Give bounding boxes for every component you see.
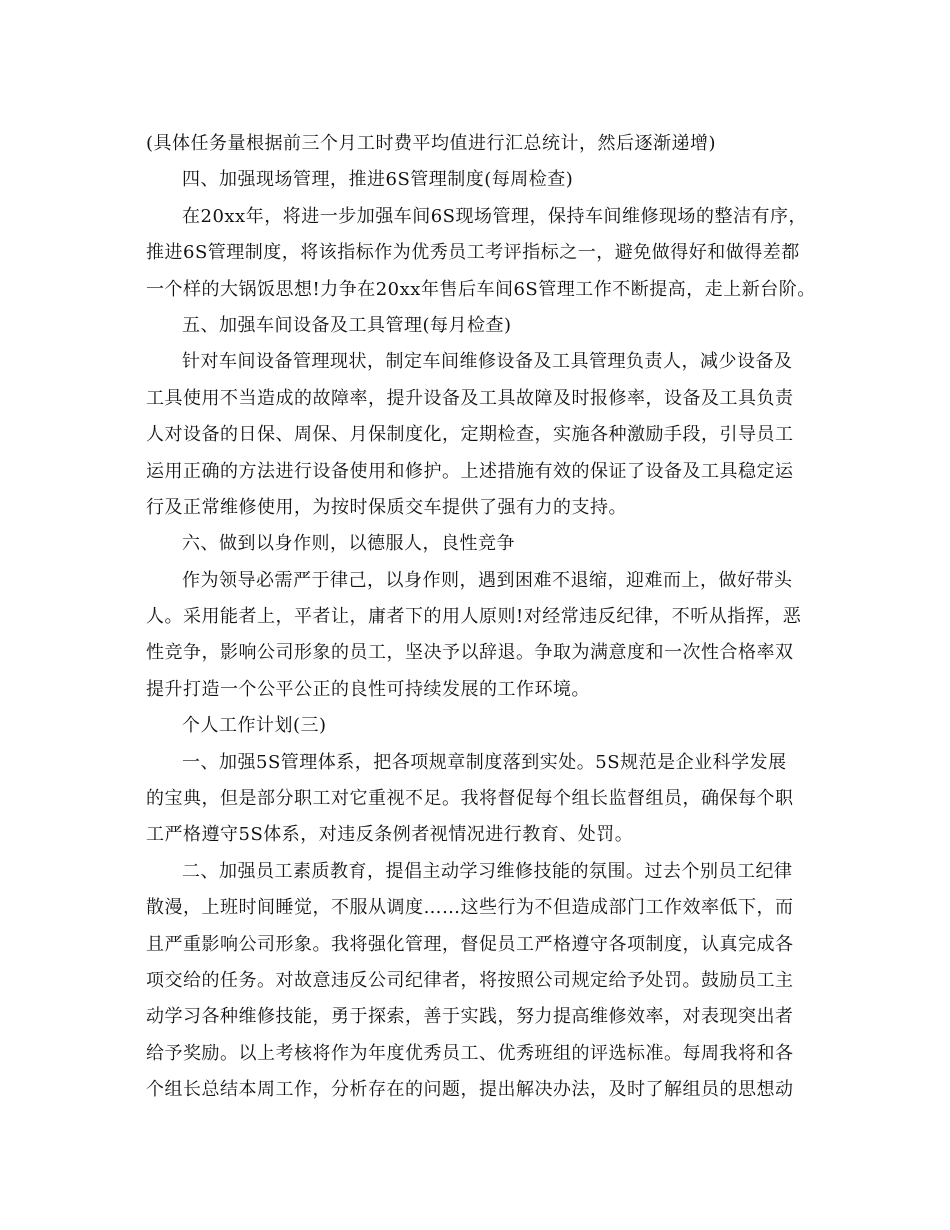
text-line: 行及正常维修使用，为按时保质交车提供了强有力的支持。 bbox=[146, 496, 627, 518]
text-line: 针对车间设备管理现状，制定车间维修设备及工具管理负责人，减少设备及 bbox=[182, 351, 793, 373]
text-line: 五、加强车间设备及工具管理(每月检查) bbox=[182, 314, 512, 336]
document-body bbox=[146, 126, 822, 1109]
text-line: 一个样的大锅饭思想!力争在20xx年售后车间6S管理工作不断提高，走上新台阶。 bbox=[146, 278, 816, 300]
text-line: 一、加强5S管理体系，把各项规章制度落到实处。5S规范是企业科学发展 bbox=[182, 751, 787, 773]
text-line: 作为领导必需严于律己，以身作则，遇到困难不退缩，迎难而上，做好带头 bbox=[182, 569, 793, 591]
text-line: 给予奖励。以上考核将作为年度优秀员工、优秀班组的评选标准。每周我将和各 bbox=[146, 1042, 794, 1064]
text-line: 二、加强员工素质教育，提倡主动学习维修技能的氛围。过去个别员工纪律 bbox=[182, 860, 793, 882]
text-line: 六、做到以身作则，以德服人，良性竞争 bbox=[182, 533, 515, 555]
text-line: 推进6S管理制度，将该指标作为优秀员工考评指标之一，避免做得好和做得差都 bbox=[146, 242, 800, 264]
text-line: 人。采用能者上，平者让，庸者下的用人原则!对经常违反纪律，不听从指挥，恶 bbox=[146, 606, 802, 628]
text-line: 在20xx年，将进一步加强车间6S现场管理，保持车间维修现场的整洁有序， bbox=[182, 205, 807, 227]
text-line: 四、加强现场管理，推进6S管理制度(每周检查) bbox=[182, 169, 574, 191]
text-line: 工严格遵守5S体系，对违反条例者视情况进行教育、处罚。 bbox=[146, 824, 634, 846]
text-line: 人对设备的日保、周保、月保制度化，定期检查，实施各种激励手段，引导员工 bbox=[146, 424, 794, 446]
text-line: 动学习各种维修技能，勇于探索，善于实践，努力提高维修效率，对表现突出者 bbox=[146, 1006, 794, 1028]
text-line: 个人工作计划(三) bbox=[182, 715, 327, 737]
text-line: 且严重影响公司形象。我将强化管理，督促员工严格遵守各项制度，认真完成各 bbox=[146, 933, 794, 955]
text-line: 运用正确的方法进行设备使用和修护。上述措施有效的保证了设备及工具稳定运 bbox=[146, 460, 794, 482]
text-line: 的宝典，但是部分职工对它重视不足。我将督促每个组长监督组员，确保每个职 bbox=[146, 788, 794, 810]
text-line: 性竞争，影响公司形象的员工，坚决予以辞退。争取为满意度和一次性合格率双 bbox=[146, 642, 794, 664]
text-line: 散漫，上班时间睡觉，不服从调度……这些行为不但造成部门工作效率低下，而 bbox=[146, 897, 794, 919]
text-line: 提升打造一个公平公正的良性可持续发展的工作环境。 bbox=[146, 678, 590, 700]
text-line: 个组长总结本周工作，分析存在的问题，提出解决办法，及时了解组员的思想动 bbox=[146, 1079, 794, 1101]
text-line: 项交给的任务。对故意违反公司纪律者，将按照公司规定给予处罚。鼓励员工主 bbox=[146, 969, 794, 991]
text-line: 工具使用不当造成的故障率，提升设备及工具故障及时报修率，设备及工具负责 bbox=[146, 387, 794, 409]
text-line: (具体任务量根据前三个月工时费平均值进行汇总统计，然后逐渐递增) bbox=[146, 133, 717, 154]
